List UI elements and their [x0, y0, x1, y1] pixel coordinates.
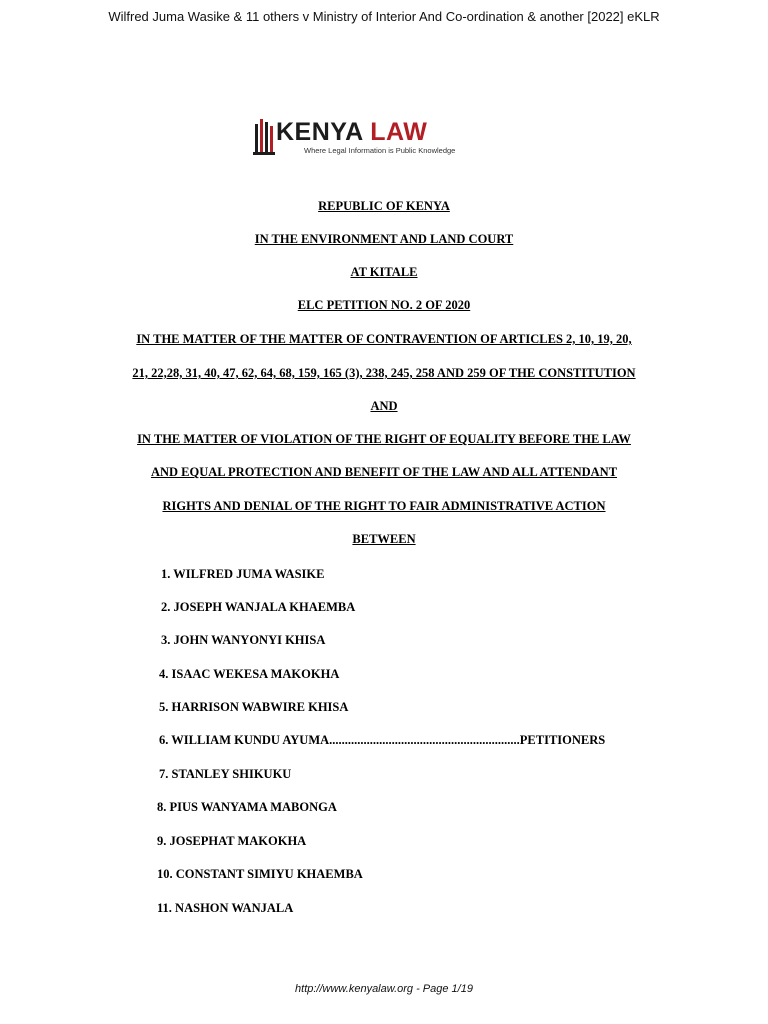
matter-two-line-2: AND EQUAL PROTECTION AND BENEFIT OF THE LAW AND ALL ATTENDANT — [150, 465, 618, 479]
logo-wordmark — [276, 117, 427, 147]
party-item: 4. ISAAC WEKESA MAKOKHA — [159, 667, 340, 681]
party-item: 11. NASHON WANJALA — [157, 901, 294, 915]
matter-two-line-3: RIGHTS AND DENIAL OF THE RIGHT TO FAIR ADMINISTRATIVE ACTION — [162, 499, 606, 513]
pillars-icon — [252, 116, 276, 158]
document-header-citation: Wilfred Juma Wasike & 11 others v Ministry of Interior And Co-ordination & another [2022] eKLR — [108, 9, 660, 24]
and-heading: AND — [370, 399, 398, 413]
republic-heading: REPUBLIC OF KENYA — [318, 199, 450, 213]
matter-two-line-1: IN THE MATTER OF VIOLATION OF THE RIGHT OF EQUALITY BEFORE THE LAW — [137, 432, 631, 446]
court-heading: IN THE ENVIRONMENT AND LAND COURT — [254, 232, 514, 246]
party-item: 8. PIUS WANYAMA MABONGA — [157, 800, 337, 814]
party-item: 7. STANLEY SHIKUKU — [159, 767, 292, 781]
party-item: 10. CONSTANT SIMIYU KHAEMBA — [157, 867, 363, 881]
page-footer: http://www.kenyalaw.org - Page 1/19 — [295, 983, 473, 995]
petition-number: ELC PETITION NO. 2 OF 2020 — [297, 298, 471, 312]
party-item: 5. HARRISON WABWIRE KHISA — [159, 700, 349, 714]
logo-law-text: LAW — [362, 118, 428, 146]
party-item-petitioners: 6. WILLIAM KUNDU AYUMA.............................................................PETITIONERS — [159, 733, 606, 747]
logo-kenya-text: KENYA — [276, 118, 363, 146]
matter-one-line-2: 21, 22,28, 31, 40, 47, 62, 64, 68, 159, 165 (3), 238, 245, 258 AND 259 OF THE CONSTITUTION — [132, 366, 636, 380]
between-heading: BETWEEN — [352, 532, 416, 546]
party-item: 1. WILFRED JUMA WASIKE — [161, 567, 325, 581]
party-item: 9. JOSEPHAT MAKOKHA — [157, 834, 307, 848]
party-item: 2. JOSEPH WANJALA KHAEMBA — [161, 600, 356, 614]
party-item: 3. JOHN WANYONYI KHISA — [161, 633, 326, 647]
location-heading: AT KITALE — [350, 265, 418, 279]
kenya-law-logo — [252, 116, 467, 158]
matter-one-line-1: IN THE MATTER OF THE MATTER OF CONTRAVENTION OF ARTICLES 2, 10, 19, 20, — [136, 332, 632, 346]
logo-tagline: Where Legal Information is Public Knowledge — [304, 146, 456, 155]
